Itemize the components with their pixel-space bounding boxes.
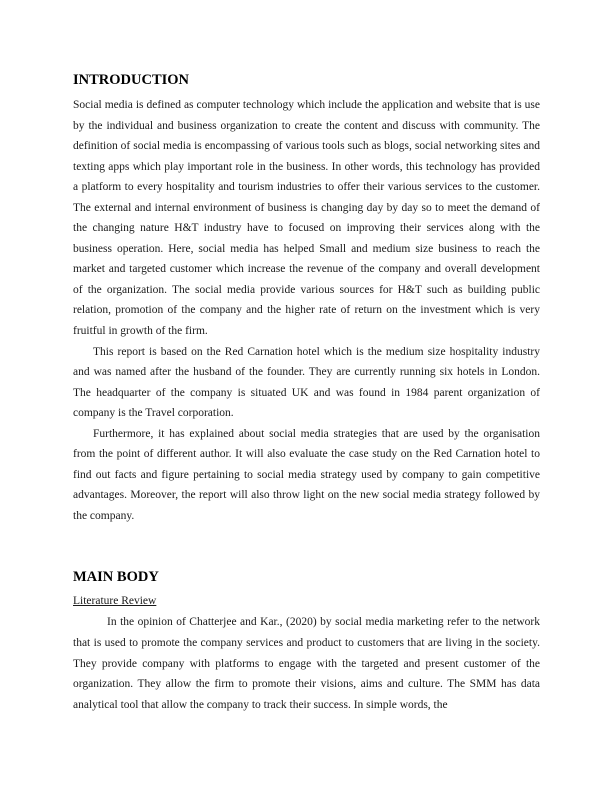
literature-review-paragraph: In the opinion of Chatterjee and Kar., (2020) by social media marketing refer to the network that is used to promote the company services and product to customers that are living in the society. They provide company with platforms to engage with the targeted and present customer of the organization. They allow the firm to promote their visions, aims and culture. The SMM has data analytical tool that allow the company to track their success. In simple words, the — [73, 616, 540, 711]
intro-paragraph-1: Social media is defined as computer technology which include the application and website that is use by the individual and business organization to create the content and discuss with community. The definition of social media is encompassing of various tools such as blogs, social networking sites and texting apps which play important role in the business. In other words, this technology has provided a platform to every hospitality and tourism industries to offer their various services to the customer. The external and internal environment of business is changing day by day so to meet the demand of the changing nature H&T industry have to focused on improving their services along with the business operation. Here, social media has helped Small and medium size business to reach the market and targeted customer which increase the revenue of the company and overall development of the organization. The social media provide various sources for H&T such as building public relation, promotion of the company and the higher rate of return on the investment which is very fruitful in growth of the firm. — [73, 99, 540, 338]
introduction-heading: INTRODUCTION — [73, 72, 190, 88]
intro-paragraph-2: This report is based on the Red Carnation hotel which is the medium size hospitality industry and was named after the husband of the founder. They are currently running six hotels in London. The headquarter of the company is situated UK and was found in 1984 parent organization of company is the Travel corporation. — [73, 345, 540, 420]
page-content — [73, 70, 540, 715]
main-body-heading: MAIN BODY — [73, 569, 159, 586]
intro-paragraph-3: Furthermore, it has explained about social media strategies that are used by the organisation from the point of different author. It will also evaluate the case study on the Red Carnation hotel to find out facts and figure pertaining to social media strategy used by company to gain competitive advantages. Moreover, the report will also throw light on the new social media strategy followed by the company. — [73, 427, 540, 522]
section-spacer — [73, 526, 540, 567]
literature-review-subheading: Literature Review — [73, 595, 157, 608]
